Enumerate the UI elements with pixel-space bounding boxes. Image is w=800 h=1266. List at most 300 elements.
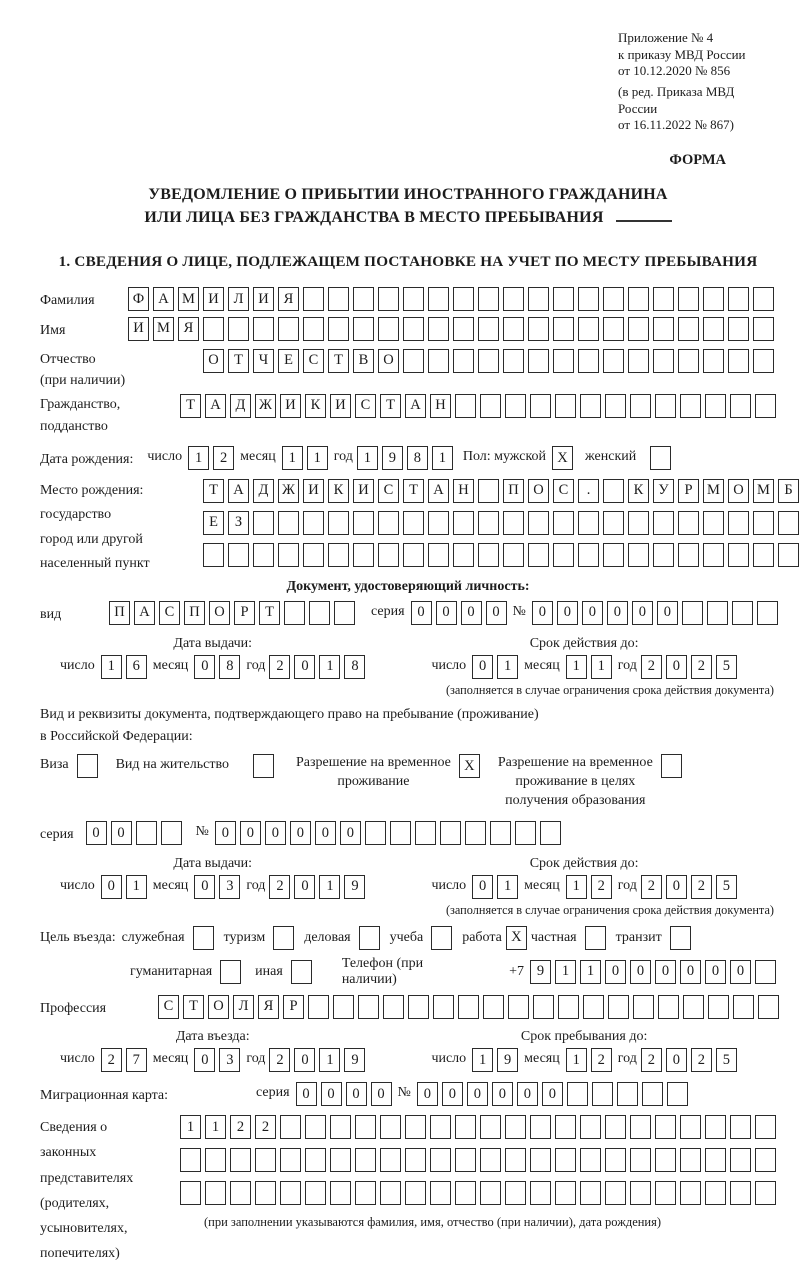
char-cell[interactable]	[628, 511, 649, 535]
char-cell[interactable]	[253, 543, 274, 567]
char-cell[interactable]: X	[506, 926, 527, 950]
char-cell[interactable]	[705, 1115, 726, 1139]
char-cell[interactable]	[680, 1148, 701, 1172]
char-cell[interactable]	[630, 1148, 651, 1172]
char-cell[interactable]	[308, 995, 329, 1019]
char-cell[interactable]	[678, 349, 699, 373]
char-cell[interactable]	[530, 1115, 551, 1139]
char-cell[interactable]: 0	[517, 1082, 538, 1106]
char-cell[interactable]	[453, 349, 474, 373]
char-cell[interactable]	[605, 1148, 626, 1172]
char-cell[interactable]	[703, 543, 724, 567]
char-cell[interactable]: 1	[566, 1048, 587, 1072]
char-cell[interactable]: Б	[778, 479, 799, 503]
char-cell[interactable]	[480, 1115, 501, 1139]
char-cell[interactable]: 0	[492, 1082, 513, 1106]
char-cell[interactable]	[253, 511, 274, 535]
char-cell[interactable]: Я	[278, 287, 299, 311]
char-cell[interactable]	[305, 1148, 326, 1172]
char-cell[interactable]	[403, 543, 424, 567]
char-cell[interactable]	[405, 1181, 426, 1205]
char-cell[interactable]: О	[528, 479, 549, 503]
char-cell[interactable]: И	[353, 479, 374, 503]
char-cell[interactable]	[455, 1148, 476, 1172]
char-cell[interactable]	[728, 349, 749, 373]
char-cell[interactable]	[555, 1148, 576, 1172]
char-cell[interactable]	[465, 821, 486, 845]
char-cell[interactable]	[530, 1181, 551, 1205]
char-cell[interactable]	[603, 543, 624, 567]
char-cell[interactable]: 1	[307, 446, 328, 470]
char-cell[interactable]: 2	[269, 655, 290, 679]
char-cell[interactable]	[273, 926, 294, 950]
char-cell[interactable]	[755, 960, 776, 984]
char-cell[interactable]	[653, 511, 674, 535]
char-cell[interactable]	[415, 821, 436, 845]
char-cell[interactable]	[667, 1082, 688, 1106]
char-cell[interactable]	[630, 1115, 651, 1139]
char-cell[interactable]: П	[109, 601, 130, 625]
char-cell[interactable]: 1	[497, 875, 518, 899]
char-cell[interactable]	[228, 543, 249, 567]
char-cell[interactable]	[730, 1148, 751, 1172]
char-cell[interactable]	[653, 317, 674, 341]
char-cell[interactable]	[728, 511, 749, 535]
char-cell[interactable]	[705, 1148, 726, 1172]
char-cell[interactable]: 0	[442, 1082, 463, 1106]
char-cell[interactable]: 0	[467, 1082, 488, 1106]
char-cell[interactable]: 2	[269, 875, 290, 899]
char-cell[interactable]	[642, 1082, 663, 1106]
char-cell[interactable]: О	[208, 995, 229, 1019]
char-cell[interactable]: 0	[194, 875, 215, 899]
char-cell[interactable]: И	[303, 479, 324, 503]
char-cell[interactable]	[617, 1082, 638, 1106]
char-cell[interactable]	[77, 754, 98, 778]
char-cell[interactable]	[628, 287, 649, 311]
char-cell[interactable]: Д	[253, 479, 274, 503]
char-cell[interactable]: С	[378, 479, 399, 503]
char-cell[interactable]: 2	[230, 1115, 251, 1139]
char-cell[interactable]: 8	[219, 655, 240, 679]
char-cell[interactable]	[753, 543, 774, 567]
char-cell[interactable]: Т	[183, 995, 204, 1019]
char-cell[interactable]	[303, 511, 324, 535]
char-cell[interactable]	[203, 317, 224, 341]
char-cell[interactable]	[705, 394, 726, 418]
char-cell[interactable]	[678, 317, 699, 341]
char-cell[interactable]: А	[205, 394, 226, 418]
char-cell[interactable]	[278, 317, 299, 341]
char-cell[interactable]	[380, 1181, 401, 1205]
char-cell[interactable]: 1	[101, 655, 122, 679]
char-cell[interactable]: 0	[321, 1082, 342, 1106]
char-cell[interactable]	[553, 349, 574, 373]
char-cell[interactable]	[578, 511, 599, 535]
char-cell[interactable]: Ф	[128, 287, 149, 311]
char-cell[interactable]: 2	[641, 1048, 662, 1072]
char-cell[interactable]: 0	[607, 601, 628, 625]
char-cell[interactable]	[505, 394, 526, 418]
char-cell[interactable]	[605, 394, 626, 418]
char-cell[interactable]	[505, 1181, 526, 1205]
char-cell[interactable]	[458, 995, 479, 1019]
char-cell[interactable]	[303, 317, 324, 341]
char-cell[interactable]	[650, 446, 671, 470]
char-cell[interactable]: 0	[557, 601, 578, 625]
char-cell[interactable]	[730, 1181, 751, 1205]
char-cell[interactable]	[528, 349, 549, 373]
char-cell[interactable]: Р	[234, 601, 255, 625]
char-cell[interactable]: 0	[472, 875, 493, 899]
char-cell[interactable]	[630, 394, 651, 418]
char-cell[interactable]: Т	[228, 349, 249, 373]
char-cell[interactable]: 0	[666, 1048, 687, 1072]
char-cell[interactable]: 0	[240, 821, 261, 845]
char-cell[interactable]	[653, 287, 674, 311]
char-cell[interactable]	[633, 995, 654, 1019]
char-cell[interactable]	[203, 543, 224, 567]
char-cell[interactable]	[255, 1181, 276, 1205]
char-cell[interactable]	[553, 317, 574, 341]
char-cell[interactable]	[703, 317, 724, 341]
char-cell[interactable]	[578, 317, 599, 341]
char-cell[interactable]	[603, 317, 624, 341]
char-cell[interactable]	[605, 1181, 626, 1205]
char-cell[interactable]	[253, 317, 274, 341]
char-cell[interactable]: 3	[219, 1048, 240, 1072]
char-cell[interactable]: А	[405, 394, 426, 418]
char-cell[interactable]	[528, 511, 549, 535]
char-cell[interactable]: 9	[497, 1048, 518, 1072]
char-cell[interactable]	[707, 601, 728, 625]
char-cell[interactable]	[378, 511, 399, 535]
char-cell[interactable]	[428, 349, 449, 373]
char-cell[interactable]	[530, 394, 551, 418]
char-cell[interactable]: 2	[691, 875, 712, 899]
char-cell[interactable]	[533, 995, 554, 1019]
char-cell[interactable]: Д	[230, 394, 251, 418]
char-cell[interactable]: 5	[716, 875, 737, 899]
char-cell[interactable]	[478, 287, 499, 311]
char-cell[interactable]: 0	[194, 655, 215, 679]
char-cell[interactable]	[608, 995, 629, 1019]
char-cell[interactable]	[628, 543, 649, 567]
char-cell[interactable]: С	[303, 349, 324, 373]
char-cell[interactable]: .	[578, 479, 599, 503]
char-cell[interactable]	[433, 995, 454, 1019]
char-cell[interactable]: А	[134, 601, 155, 625]
char-cell[interactable]	[478, 543, 499, 567]
char-cell[interactable]: 0	[86, 821, 107, 845]
char-cell[interactable]: Ж	[255, 394, 276, 418]
char-cell[interactable]: 1	[282, 446, 303, 470]
char-cell[interactable]: К	[328, 479, 349, 503]
char-cell[interactable]	[757, 601, 778, 625]
char-cell[interactable]	[328, 511, 349, 535]
char-cell[interactable]: 1	[319, 875, 340, 899]
char-cell[interactable]	[136, 821, 157, 845]
char-cell[interactable]	[628, 349, 649, 373]
char-cell[interactable]: Н	[430, 394, 451, 418]
char-cell[interactable]: 0	[542, 1082, 563, 1106]
char-cell[interactable]	[380, 1148, 401, 1172]
char-cell[interactable]	[528, 317, 549, 341]
char-cell[interactable]: Е	[203, 511, 224, 535]
char-cell[interactable]: 1	[497, 655, 518, 679]
char-cell[interactable]	[778, 543, 799, 567]
char-cell[interactable]: 2	[269, 1048, 290, 1072]
char-cell[interactable]: Л	[233, 995, 254, 1019]
char-cell[interactable]	[678, 511, 699, 535]
char-cell[interactable]: 0	[411, 601, 432, 625]
char-cell[interactable]: А	[153, 287, 174, 311]
char-cell[interactable]	[678, 543, 699, 567]
char-cell[interactable]	[628, 317, 649, 341]
char-cell[interactable]	[503, 349, 524, 373]
char-cell[interactable]	[755, 1148, 776, 1172]
char-cell[interactable]: 1	[580, 960, 601, 984]
char-cell[interactable]	[428, 317, 449, 341]
char-cell[interactable]	[455, 394, 476, 418]
char-cell[interactable]	[705, 1181, 726, 1205]
char-cell[interactable]	[355, 1115, 376, 1139]
char-cell[interactable]	[708, 995, 729, 1019]
char-cell[interactable]	[309, 601, 330, 625]
char-cell[interactable]	[755, 394, 776, 418]
char-cell[interactable]	[728, 287, 749, 311]
char-cell[interactable]	[478, 511, 499, 535]
char-cell[interactable]: X	[552, 446, 573, 470]
char-cell[interactable]	[728, 543, 749, 567]
char-cell[interactable]: 0	[371, 1082, 392, 1106]
char-cell[interactable]	[228, 317, 249, 341]
char-cell[interactable]: 0	[657, 601, 678, 625]
char-cell[interactable]	[680, 1115, 701, 1139]
char-cell[interactable]: 0	[582, 601, 603, 625]
char-cell[interactable]: О	[209, 601, 230, 625]
char-cell[interactable]: О	[728, 479, 749, 503]
char-cell[interactable]: 0	[532, 601, 553, 625]
char-cell[interactable]: И	[253, 287, 274, 311]
char-cell[interactable]	[333, 995, 354, 1019]
char-cell[interactable]	[680, 1181, 701, 1205]
char-cell[interactable]	[359, 926, 380, 950]
char-cell[interactable]	[180, 1148, 201, 1172]
char-cell[interactable]	[655, 1115, 676, 1139]
char-cell[interactable]: 0	[101, 875, 122, 899]
char-cell[interactable]: А	[228, 479, 249, 503]
char-cell[interactable]: 2	[591, 875, 612, 899]
char-cell[interactable]	[428, 543, 449, 567]
char-cell[interactable]	[558, 995, 579, 1019]
char-cell[interactable]	[255, 1148, 276, 1172]
char-cell[interactable]	[353, 317, 374, 341]
char-cell[interactable]	[380, 1115, 401, 1139]
char-cell[interactable]	[753, 317, 774, 341]
char-cell[interactable]: В	[353, 349, 374, 373]
char-cell[interactable]: 0	[730, 960, 751, 984]
char-cell[interactable]: А	[428, 479, 449, 503]
char-cell[interactable]	[703, 287, 724, 311]
char-cell[interactable]	[305, 1181, 326, 1205]
char-cell[interactable]: 0	[486, 601, 507, 625]
char-cell[interactable]: 1	[205, 1115, 226, 1139]
char-cell[interactable]	[503, 317, 524, 341]
char-cell[interactable]	[703, 349, 724, 373]
char-cell[interactable]: И	[280, 394, 301, 418]
char-cell[interactable]	[280, 1181, 301, 1205]
char-cell[interactable]	[505, 1115, 526, 1139]
char-cell[interactable]: 0	[666, 655, 687, 679]
char-cell[interactable]	[478, 349, 499, 373]
char-cell[interactable]: 1	[357, 446, 378, 470]
char-cell[interactable]	[661, 754, 682, 778]
char-cell[interactable]: И	[203, 287, 224, 311]
char-cell[interactable]	[330, 1148, 351, 1172]
char-cell[interactable]	[580, 1148, 601, 1172]
char-cell[interactable]	[378, 543, 399, 567]
char-cell[interactable]: 0	[472, 655, 493, 679]
char-cell[interactable]	[328, 287, 349, 311]
char-cell[interactable]: М	[703, 479, 724, 503]
char-cell[interactable]	[253, 754, 274, 778]
char-cell[interactable]	[453, 511, 474, 535]
char-cell[interactable]	[680, 394, 701, 418]
char-cell[interactable]: 9	[344, 875, 365, 899]
char-cell[interactable]: 1	[566, 875, 587, 899]
char-cell[interactable]: П	[503, 479, 524, 503]
char-cell[interactable]	[528, 287, 549, 311]
char-cell[interactable]	[355, 1181, 376, 1205]
char-cell[interactable]	[583, 995, 604, 1019]
char-cell[interactable]	[430, 1181, 451, 1205]
char-cell[interactable]	[703, 511, 724, 535]
char-cell[interactable]	[403, 511, 424, 535]
char-cell[interactable]	[431, 926, 452, 950]
char-cell[interactable]: К	[628, 479, 649, 503]
char-cell[interactable]	[555, 1181, 576, 1205]
char-cell[interactable]: 1	[319, 655, 340, 679]
char-cell[interactable]: 0	[215, 821, 236, 845]
char-cell[interactable]	[480, 394, 501, 418]
char-cell[interactable]	[455, 1115, 476, 1139]
char-cell[interactable]: 0	[632, 601, 653, 625]
char-cell[interactable]: 0	[630, 960, 651, 984]
char-cell[interactable]: 2	[101, 1048, 122, 1072]
char-cell[interactable]	[278, 543, 299, 567]
char-cell[interactable]	[403, 349, 424, 373]
char-cell[interactable]: 2	[213, 446, 234, 470]
char-cell[interactable]: Р	[283, 995, 304, 1019]
char-cell[interactable]	[567, 1082, 588, 1106]
char-cell[interactable]	[403, 287, 424, 311]
char-cell[interactable]: Я	[178, 317, 199, 341]
char-cell[interactable]	[478, 317, 499, 341]
char-cell[interactable]: 2	[591, 1048, 612, 1072]
char-cell[interactable]	[658, 995, 679, 1019]
char-cell[interactable]	[603, 511, 624, 535]
char-cell[interactable]: З	[228, 511, 249, 535]
char-cell[interactable]	[755, 1181, 776, 1205]
char-cell[interactable]	[580, 1115, 601, 1139]
char-cell[interactable]	[755, 1115, 776, 1139]
char-cell[interactable]: М	[153, 317, 174, 341]
char-cell[interactable]: Т	[180, 394, 201, 418]
char-cell[interactable]	[303, 287, 324, 311]
char-cell[interactable]	[383, 995, 404, 1019]
char-cell[interactable]: И	[128, 317, 149, 341]
char-cell[interactable]: П	[184, 601, 205, 625]
char-cell[interactable]: И	[330, 394, 351, 418]
char-cell[interactable]	[478, 479, 499, 503]
char-cell[interactable]	[530, 1148, 551, 1172]
char-cell[interactable]	[220, 960, 241, 984]
char-cell[interactable]	[655, 1181, 676, 1205]
char-cell[interactable]	[378, 317, 399, 341]
char-cell[interactable]: X	[459, 754, 480, 778]
char-cell[interactable]: 2	[641, 875, 662, 899]
char-cell[interactable]	[580, 1181, 601, 1205]
char-cell[interactable]: 0	[680, 960, 701, 984]
char-cell[interactable]: 0	[194, 1048, 215, 1072]
char-cell[interactable]	[753, 349, 774, 373]
char-cell[interactable]: 1	[591, 655, 612, 679]
char-cell[interactable]	[330, 1181, 351, 1205]
char-cell[interactable]	[278, 511, 299, 535]
char-cell[interactable]	[730, 1115, 751, 1139]
char-cell[interactable]: 1	[555, 960, 576, 984]
char-cell[interactable]: 0	[417, 1082, 438, 1106]
char-cell[interactable]	[758, 995, 779, 1019]
char-cell[interactable]: 2	[255, 1115, 276, 1139]
char-cell[interactable]	[455, 1181, 476, 1205]
char-cell[interactable]: Т	[259, 601, 280, 625]
char-cell[interactable]	[428, 511, 449, 535]
char-cell[interactable]	[683, 995, 704, 1019]
char-cell[interactable]	[655, 394, 676, 418]
char-cell[interactable]: Т	[328, 349, 349, 373]
char-cell[interactable]: Л	[228, 287, 249, 311]
char-cell[interactable]: 1	[188, 446, 209, 470]
char-cell[interactable]	[430, 1115, 451, 1139]
char-cell[interactable]	[733, 995, 754, 1019]
char-cell[interactable]	[553, 287, 574, 311]
char-cell[interactable]: 9	[530, 960, 551, 984]
char-cell[interactable]	[334, 601, 355, 625]
char-cell[interactable]: 0	[294, 1048, 315, 1072]
char-cell[interactable]	[390, 821, 411, 845]
char-cell[interactable]	[503, 287, 524, 311]
char-cell[interactable]	[528, 543, 549, 567]
char-cell[interactable]	[205, 1181, 226, 1205]
char-cell[interactable]	[603, 479, 624, 503]
char-cell[interactable]	[503, 511, 524, 535]
char-cell[interactable]	[592, 1082, 613, 1106]
char-cell[interactable]: Н	[453, 479, 474, 503]
char-cell[interactable]: 2	[691, 655, 712, 679]
char-cell[interactable]	[161, 821, 182, 845]
char-cell[interactable]	[670, 926, 691, 950]
char-cell[interactable]	[603, 287, 624, 311]
char-cell[interactable]: 0	[666, 875, 687, 899]
char-cell[interactable]	[553, 511, 574, 535]
char-cell[interactable]	[365, 821, 386, 845]
char-cell[interactable]	[440, 821, 461, 845]
char-cell[interactable]: 8	[344, 655, 365, 679]
char-cell[interactable]	[358, 995, 379, 1019]
char-cell[interactable]	[503, 543, 524, 567]
